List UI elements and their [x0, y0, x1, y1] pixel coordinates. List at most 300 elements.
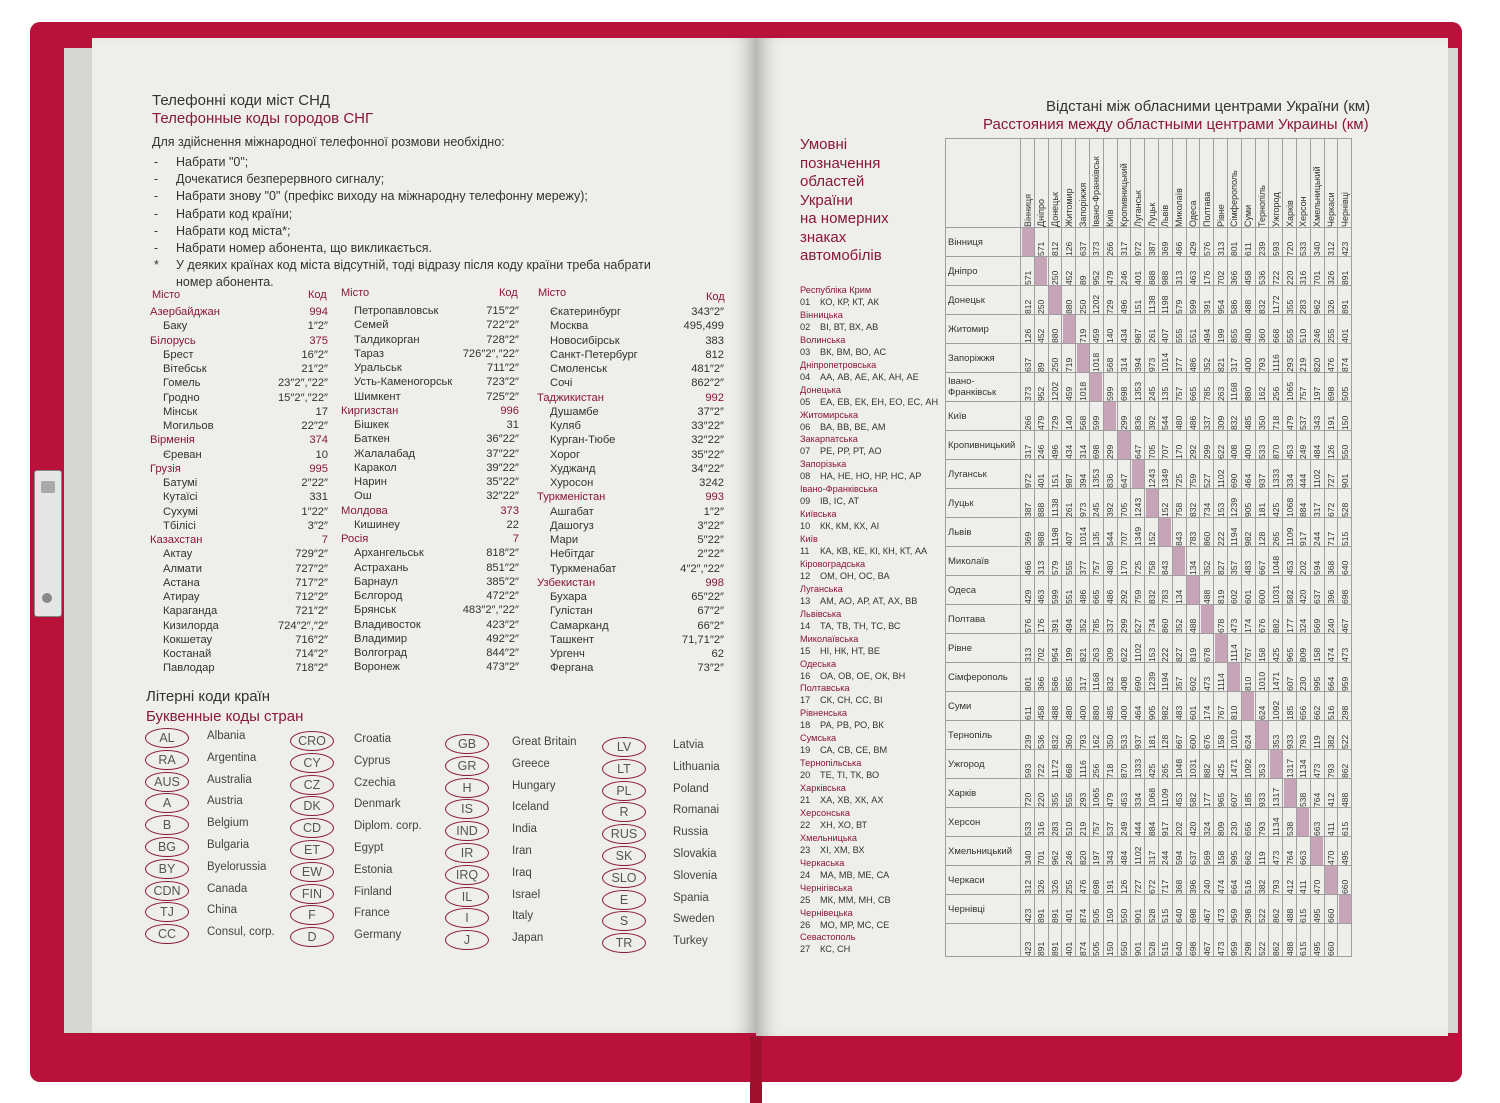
bottom-distance: 150 — [1103, 924, 1117, 957]
country-name: Poland — [673, 782, 709, 795]
distance-cell: 158 — [1214, 837, 1228, 866]
distance-cell: 701 — [1310, 257, 1324, 286]
plate-region: Дніпропетровська — [800, 359, 877, 370]
distance-cell: 453 — [1283, 547, 1297, 576]
distance-cell: 690 — [1131, 663, 1145, 692]
distance-cell: 987 — [1062, 460, 1076, 489]
distance-cell: 387 — [1021, 489, 1035, 518]
city-code: 812 — [705, 348, 724, 361]
distance-cell: 1114 — [1214, 663, 1228, 692]
country-name: Egypt — [354, 842, 384, 854]
distance-cell: 222 — [1214, 518, 1228, 547]
row-city: Дніпро — [946, 257, 1021, 286]
distance-cell: 1353 — [1089, 460, 1103, 489]
row-city: Миколаїв — [946, 547, 1021, 576]
bottom-distance: 528 — [1145, 924, 1159, 957]
diagonal-cell — [1117, 431, 1131, 460]
country-name: India — [512, 823, 537, 836]
distance-cell: 298 — [1338, 692, 1352, 721]
distance-cell: 458 — [1034, 692, 1048, 721]
city-code: 2″22″ — [697, 548, 724, 561]
plate-letters: ВК, ВМ, ВО, АС — [820, 346, 887, 357]
distance-cell: 292 — [1186, 431, 1200, 460]
distance-cell: 1048 — [1269, 547, 1283, 576]
country-letter-code: IL — [445, 887, 489, 907]
column-city: Миколаїв — [1172, 139, 1186, 228]
distance-cell: 832 — [1048, 721, 1062, 750]
distance-cell: 880 — [1089, 692, 1103, 721]
pen-clip — [34, 470, 62, 617]
city-name: Петропавловськ — [354, 305, 439, 317]
country-letter-code: AL — [145, 728, 189, 748]
distance-cell: 905 — [1241, 489, 1255, 518]
distance-cell: 299 — [1117, 402, 1131, 431]
distance-cell: 1109 — [1283, 518, 1297, 547]
plate-region: Сумська — [800, 733, 837, 744]
distance-cell: 698 — [1089, 866, 1103, 895]
distance-cell: 793 — [1296, 721, 1310, 750]
distance-cell: 316 — [1034, 808, 1048, 837]
distance-cell: 317 — [1227, 344, 1241, 373]
row-city: Сімферополь — [946, 663, 1021, 692]
city-name: Сухумі — [163, 505, 198, 518]
plate-region: Рівненська — [800, 708, 848, 719]
plate-number: 11 — [800, 546, 810, 556]
distance-cell: 676 — [1255, 605, 1269, 634]
distance-cell: 987 — [1131, 315, 1145, 344]
distance-cell: 882 — [1269, 605, 1283, 634]
column-city: Херсон — [1296, 139, 1310, 228]
country-name: Germany — [354, 929, 402, 942]
column-city: Чернівці — [1338, 139, 1352, 228]
plate-number: 06 — [800, 421, 811, 432]
plate-number: 01 — [800, 297, 811, 307]
distance-cell: 473 — [1269, 837, 1283, 866]
diagonal-cell — [1034, 257, 1048, 286]
plate-number: 19 — [800, 745, 811, 756]
distance-cell: 343 — [1103, 837, 1117, 866]
distance-cell: 255 — [1324, 315, 1338, 344]
city-name: Брянськ — [354, 604, 396, 617]
code-header-1: Код — [308, 289, 327, 301]
distance-cell: 664 — [1227, 866, 1241, 895]
column-city: Харків — [1283, 139, 1297, 228]
distance-cell: 488 — [1241, 286, 1255, 315]
plate-region: Закарпатська — [800, 434, 858, 445]
distance-cell: 538 — [1283, 808, 1297, 837]
country-letter-code: CD — [290, 818, 334, 838]
distance-cell: 474 — [1324, 634, 1338, 663]
distance-cell: 429 — [1186, 228, 1200, 257]
distance-cell: 718 — [1269, 402, 1283, 431]
plate-letters: ОМ, ОН, ОС, ВА — [820, 570, 890, 581]
distance-cell: 698 — [1186, 895, 1200, 924]
distance-cell: 353 — [1255, 750, 1269, 779]
distance-cell: 309 — [1214, 402, 1228, 431]
distance-cell: 662 — [1241, 837, 1255, 866]
distance-cell: 832 — [1255, 286, 1269, 315]
distance-cell: 615 — [1338, 808, 1352, 837]
distance-cell: 832 — [1103, 663, 1117, 692]
city-code: 66″2″ — [697, 619, 724, 632]
plate-region: Одеська — [800, 658, 837, 669]
plate-region: Донецька — [800, 384, 841, 395]
distance-cell: 357 — [1227, 547, 1241, 576]
country-name: Czechia — [354, 776, 396, 789]
distance-cell: 261 — [1145, 315, 1159, 344]
distance-cell: 488 — [1048, 692, 1062, 721]
distance-cell: 317 — [1117, 228, 1131, 257]
city-code: 1″22″ — [301, 505, 328, 518]
city-name: Караганда — [163, 605, 218, 618]
distance-cell: 299 — [1117, 605, 1131, 634]
distance-cell: 244 — [1310, 518, 1324, 547]
plate-region: Івано-Франківська — [800, 484, 878, 495]
country-name: Lithuania — [673, 760, 720, 773]
distance-cell: 401 — [1131, 257, 1145, 286]
table-bottom-corner — [946, 924, 1021, 957]
distance-cell: 222 — [1158, 634, 1172, 663]
distance-cell: 810 — [1227, 692, 1241, 721]
distance-cell: 855 — [1062, 663, 1076, 692]
city-name: Уральськ — [354, 362, 402, 374]
country-letter-code: TR — [602, 933, 646, 953]
distance-cell: 239 — [1255, 228, 1269, 257]
country-name: Hungary — [512, 779, 556, 792]
distance-cell: 607 — [1227, 779, 1241, 808]
distance-cell: 360 — [1062, 721, 1076, 750]
city-header-1: Місто — [152, 289, 181, 301]
city-code: 17 — [315, 405, 328, 418]
distance-cell: 718 — [1103, 750, 1117, 779]
distance-cell: 135 — [1158, 373, 1172, 402]
city-name: Ташкент — [550, 633, 595, 646]
distance-cell: 128 — [1255, 518, 1269, 547]
distance-cell: 1114 — [1227, 634, 1241, 663]
distance-cell: 727 — [1324, 460, 1338, 489]
distance-cell: 479 — [1103, 257, 1117, 286]
city-name: Гомель — [163, 377, 201, 390]
city-code: 37″22″ — [486, 447, 519, 460]
distance-cell: 1065 — [1283, 373, 1297, 402]
distance-cell: 467 — [1200, 895, 1214, 924]
distance-cell: 488 — [1283, 895, 1297, 924]
plate-number: 26 — [800, 919, 811, 930]
distance-cell: 757 — [1296, 373, 1310, 402]
distance-cell: 420 — [1186, 808, 1200, 837]
city-code: 32″22″ — [691, 434, 724, 447]
distance-cell: 337 — [1200, 402, 1214, 431]
row-city: Вінниця — [946, 228, 1021, 257]
city-name: Вітебськ — [163, 363, 207, 375]
column-city: Хмельницький — [1310, 139, 1324, 228]
distance-cell: 151 — [1048, 460, 1062, 489]
distance-cell: 555 — [1062, 779, 1076, 808]
distance-cell: 174 — [1241, 605, 1255, 634]
city-code: 35″22″ — [486, 476, 519, 488]
city-code: 481″2″ — [691, 363, 724, 375]
distance-cell: 219 — [1076, 808, 1090, 837]
city-name: Бєлгород — [354, 590, 403, 602]
country-letter-code: CZ — [290, 775, 334, 795]
distance-cell: 593 — [1021, 750, 1035, 779]
distance-cell: 793 — [1255, 344, 1269, 373]
distance-cell: 586 — [1227, 286, 1241, 315]
distance-cell: 801 — [1227, 228, 1241, 257]
distance-cell: 153 — [1214, 489, 1228, 518]
distance-cell: 891 — [1338, 257, 1352, 286]
distance-cell: 599 — [1103, 373, 1117, 402]
city-code: 15″2″,″22″ — [277, 391, 328, 404]
plate-number: 25 — [800, 894, 811, 905]
distance-cell: 1102 — [1310, 460, 1324, 489]
distance-cell: 479 — [1034, 402, 1048, 431]
distance-cell: 317 — [1310, 489, 1324, 518]
distance-cell: 600 — [1186, 721, 1200, 750]
city-name: Смоленськ — [550, 363, 607, 375]
city-name: Алмати — [163, 562, 203, 575]
distance-cell: 256 — [1269, 373, 1283, 402]
distance-cell: 1168 — [1089, 663, 1103, 692]
distance-cell: 510 — [1296, 315, 1310, 344]
distance-cell: 725 — [1131, 547, 1145, 576]
distance-cell: 901 — [1131, 895, 1145, 924]
country-code: 375 — [309, 334, 328, 347]
distance-cell: 140 — [1062, 402, 1076, 431]
plate-number: 16 — [800, 670, 811, 681]
plate-number: 22 — [800, 819, 811, 830]
distance-cell: 485 — [1241, 402, 1255, 431]
distance-cell: 202 — [1172, 808, 1186, 837]
distance-cell: 678 — [1200, 634, 1214, 663]
distance-cell: 162 — [1255, 373, 1269, 402]
diagonal-cell — [1338, 895, 1352, 924]
distance-cell: 466 — [1021, 547, 1035, 576]
plate-letters: РА, РВ, РО, ВК — [820, 720, 884, 731]
distance-cell: 622 — [1214, 431, 1228, 460]
distance-cell: 601 — [1186, 692, 1200, 721]
bottom-distance: 550 — [1117, 924, 1131, 957]
distance-cell: 891 — [1048, 895, 1062, 924]
distance-cell: 488 — [1186, 605, 1200, 634]
distance-cell: 377 — [1172, 344, 1186, 373]
bottom-distance: 467 — [1200, 924, 1214, 957]
distance-cell: 474 — [1214, 866, 1228, 895]
country-name: Belgium — [207, 817, 249, 830]
distance-cell: 624 — [1241, 721, 1255, 750]
distance-cell: 505 — [1089, 895, 1103, 924]
distance-cell: 667 — [1172, 721, 1186, 750]
bottom-distance: 640 — [1172, 924, 1186, 957]
distance-cell: 855 — [1227, 315, 1241, 344]
distance-cell: 312 — [1021, 866, 1035, 895]
distance-cell: 528 — [1338, 489, 1352, 518]
country-name: Austria — [207, 795, 243, 808]
diagonal-cell — [1158, 518, 1172, 547]
distance-cell: 1239 — [1227, 489, 1241, 518]
distance-cell: 725 — [1172, 460, 1186, 489]
plate-region: Львівська — [800, 608, 842, 619]
distance-cell: 317 — [1076, 663, 1090, 692]
distance-cell: 555 — [1172, 315, 1186, 344]
country-name: Білорусь — [150, 334, 196, 347]
city-name: Хорог — [550, 448, 581, 461]
city-name: Архангельськ — [354, 547, 424, 560]
distance-cell: 343 — [1310, 402, 1324, 431]
city-name: Хуросон — [550, 477, 594, 489]
distance-cell: 717 — [1324, 518, 1338, 547]
distance-cell: 785 — [1200, 373, 1214, 402]
distance-cell: 937 — [1131, 721, 1145, 750]
distance-cell: 722 — [1269, 257, 1283, 286]
column-city: Полтава — [1200, 139, 1214, 228]
diagonal-cell — [1048, 286, 1062, 315]
distance-cell: 973 — [1145, 344, 1159, 373]
distance-cell: 170 — [1117, 547, 1131, 576]
diagonal-cell — [1062, 315, 1076, 344]
distance-cell: 1031 — [1269, 576, 1283, 605]
distance-cell: 185 — [1283, 692, 1297, 721]
distance-cell: 480 — [1241, 315, 1255, 344]
distance-cell: 1317 — [1283, 750, 1297, 779]
distance-cell: 309 — [1103, 634, 1117, 663]
distance-cell: 637 — [1186, 837, 1200, 866]
distance-cell: 313 — [1034, 547, 1048, 576]
distance-cell: 702 — [1034, 634, 1048, 663]
distance-cell: 480 — [1062, 692, 1076, 721]
distance-cell: 89 — [1034, 344, 1048, 373]
city-header-2: Місто — [341, 287, 370, 299]
distance-cell: 705 — [1117, 489, 1131, 518]
distance-cell: 901 — [1338, 460, 1352, 489]
distance-cell: 334 — [1283, 460, 1297, 489]
country-letter-code: I — [445, 908, 489, 928]
distance-cell: 158 — [1310, 634, 1324, 663]
step-marker: - — [154, 241, 159, 255]
city-name: Курган-Тюбе — [550, 434, 616, 447]
distance-cell: 176 — [1200, 257, 1214, 286]
distance-cell: 1138 — [1048, 489, 1062, 518]
plate-letters: ВІ, ВТ, ВХ, АВ — [820, 321, 879, 332]
distance-cell: 126 — [1062, 228, 1076, 257]
country-code: 374 — [309, 434, 328, 447]
distance-cell: 569 — [1310, 605, 1324, 634]
step-marker: * — [154, 258, 159, 273]
row-city: Житомир — [946, 315, 1021, 344]
distance-cell: 337 — [1103, 605, 1117, 634]
distance-cell: 429 — [1021, 576, 1035, 605]
city-name: Костанай — [163, 648, 212, 660]
bottom-distance: 959 — [1227, 924, 1241, 957]
city-name: Брест — [163, 348, 194, 361]
city-name: Актау — [163, 548, 193, 561]
distance-cell: 602 — [1186, 663, 1200, 692]
distance-cell: 729 — [1103, 286, 1117, 315]
distance-cell: 843 — [1158, 547, 1172, 576]
distance-cell: 293 — [1076, 779, 1090, 808]
distance-cell: 239 — [1021, 721, 1035, 750]
country-letter-code: CRO — [290, 731, 334, 751]
country-code: 7 — [321, 534, 328, 546]
plate-region: Кіровоградська — [800, 558, 866, 569]
distance-cell: 314 — [1076, 431, 1090, 460]
distance-cell: 317 — [1145, 837, 1159, 866]
country-name: Israel — [512, 888, 541, 901]
distance-cell: 809 — [1296, 634, 1310, 663]
column-city: Київ — [1103, 139, 1117, 228]
country-name: Iceland — [512, 801, 550, 814]
distance-cell: 1317 — [1269, 779, 1283, 808]
city-code: 73″2″ — [697, 662, 724, 675]
distance-cell: 767 — [1214, 692, 1228, 721]
country-letter-code: CDN — [145, 881, 189, 901]
plate-letters: ЕА, ЕВ, ЕК, ЕН, ЕО, ЕС, АН — [820, 396, 939, 407]
plate-region: Республіка Крим — [800, 285, 872, 295]
city-name: Владимир — [354, 632, 408, 645]
distance-cell: 230 — [1296, 663, 1310, 692]
distance-cell: 668 — [1269, 315, 1283, 344]
distance-cell: 965 — [1214, 779, 1228, 808]
city-code: 844″2″ — [486, 647, 519, 659]
city-name: Волгоград — [354, 647, 408, 659]
country-letter-code: H — [445, 778, 489, 798]
plate-number: 09 — [800, 496, 811, 507]
distance-cell: 453 — [1172, 779, 1186, 808]
distance-cell: 265 — [1158, 750, 1172, 779]
distance-cell: 701 — [1034, 837, 1048, 866]
bottom-distance: 423 — [1021, 924, 1035, 957]
distance-cell: 434 — [1117, 315, 1131, 344]
distance-cell: 425 — [1269, 489, 1283, 518]
distance-cell: 880 — [1062, 286, 1076, 315]
city-code: 716″2″ — [295, 633, 328, 646]
distance-cell: 599 — [1186, 286, 1200, 315]
distance-cell: 400 — [1117, 692, 1131, 721]
distance-cell: 579 — [1048, 547, 1062, 576]
distance-cell: 391 — [1048, 605, 1062, 634]
diagonal-cell — [1089, 373, 1103, 402]
distance-cell: 292 — [1117, 576, 1131, 605]
plate-number: 10 — [800, 521, 811, 532]
distance-cell: 719 — [1062, 344, 1076, 373]
distance-cell: 411 — [1324, 808, 1338, 837]
country-letter-code: BG — [145, 837, 189, 857]
country-letter-code: E — [602, 890, 646, 910]
city-code: 3″22″ — [697, 519, 724, 532]
distance-cell: 720 — [1283, 228, 1297, 257]
city-code: 711″2″ — [487, 362, 519, 374]
distance-cell: 1172 — [1269, 286, 1283, 315]
distance-cell: 219 — [1296, 344, 1310, 373]
city-name: Шимкент — [354, 390, 401, 403]
distance-cell: 551 — [1186, 315, 1200, 344]
distance-cell: 690 — [1227, 460, 1241, 489]
distance-cell: 250 — [1048, 344, 1062, 373]
city-name: Тараз — [354, 347, 385, 360]
distance-cell: 707 — [1117, 518, 1131, 547]
distance-cell: 672 — [1324, 489, 1338, 518]
distance-cell: 672 — [1145, 866, 1159, 895]
distance-cell: 767 — [1241, 634, 1255, 663]
plate-region: Харківська — [800, 783, 846, 793]
plate-number: 07 — [800, 446, 811, 457]
distance-cell: 255 — [1062, 866, 1076, 895]
plate-number: 23 — [800, 844, 811, 855]
bottom-distance: 615 — [1296, 924, 1310, 957]
letter-codes-title-ua: Літерні коди країн — [146, 688, 271, 705]
distance-cell: 593 — [1269, 228, 1283, 257]
distance-cell: 1102 — [1131, 634, 1145, 663]
